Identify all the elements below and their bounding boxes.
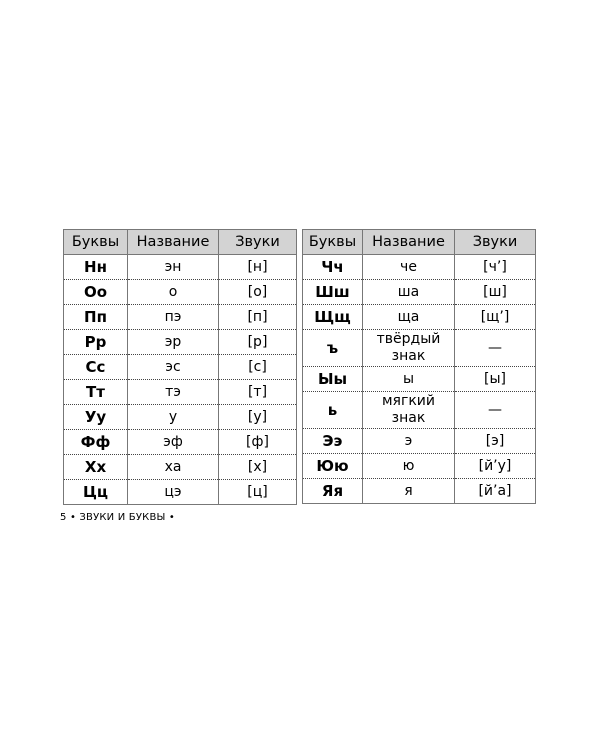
table-row — [64, 280, 297, 305]
letter-cell: Хх — [64, 455, 128, 480]
sound-cell: [о] — [219, 280, 297, 305]
table-row — [64, 405, 297, 430]
name-cell: мягкий знак — [363, 392, 455, 429]
page-number: 5 — [60, 512, 67, 523]
name-cell: ы — [363, 367, 455, 392]
name-cell: эф — [128, 430, 219, 455]
letter-cell: Яя — [303, 479, 363, 504]
table-row — [64, 430, 297, 455]
table-row — [64, 330, 297, 355]
letter-cell: Рр — [64, 330, 128, 355]
sound-cell: [ш] — [455, 280, 536, 305]
name-cell: пэ — [128, 305, 219, 330]
name-cell: о — [128, 280, 219, 305]
table-row — [64, 355, 297, 380]
letter-cell: ь — [303, 392, 363, 429]
sound-cell: [н] — [219, 255, 297, 280]
bullet-icon: • — [165, 512, 176, 523]
table-header-row — [303, 230, 536, 255]
header-name: Название — [363, 230, 455, 255]
letter-cell: Щщ — [303, 305, 363, 330]
sound-cell: [й’у] — [455, 454, 536, 479]
letter-cell: Сс — [64, 355, 128, 380]
letter-cell: Ээ — [303, 429, 363, 454]
table-row — [64, 455, 297, 480]
letter-cell: Цц — [64, 480, 128, 505]
name-cell: эс — [128, 355, 219, 380]
table-row — [64, 305, 297, 330]
table-row — [303, 392, 536, 429]
header-sounds: Звуки — [219, 230, 297, 255]
page-footer — [60, 512, 175, 523]
letter-cell: Чч — [303, 255, 363, 280]
table-row — [303, 367, 536, 392]
table-row — [303, 305, 536, 330]
letter-cell: Ыы — [303, 367, 363, 392]
letter-cell: Юю — [303, 454, 363, 479]
name-cell: твёрдый знак — [363, 330, 455, 367]
table-row — [303, 429, 536, 454]
name-cell: че — [363, 255, 455, 280]
sound-cell: [п] — [219, 305, 297, 330]
table-row — [64, 480, 297, 505]
sound-cell: [ц] — [219, 480, 297, 505]
name-cell: эн — [128, 255, 219, 280]
alphabet-table-left — [63, 229, 297, 505]
name-cell: цэ — [128, 480, 219, 505]
table-header-row — [64, 230, 297, 255]
name-cell: ша — [363, 280, 455, 305]
table-row — [303, 330, 536, 367]
sound-cell: [ч’] — [455, 255, 536, 280]
sound-cell: [э] — [455, 429, 536, 454]
name-cell: у — [128, 405, 219, 430]
sound-cell: [у] — [219, 405, 297, 430]
header-name: Название — [128, 230, 219, 255]
table-row — [303, 479, 536, 504]
table-row — [303, 255, 536, 280]
table-row — [303, 280, 536, 305]
sound-cell: [р] — [219, 330, 297, 355]
name-cell: э — [363, 429, 455, 454]
table-row — [64, 255, 297, 280]
letter-cell: Фф — [64, 430, 128, 455]
sound-cell: [х] — [219, 455, 297, 480]
name-cell: ю — [363, 454, 455, 479]
name-cell: эр — [128, 330, 219, 355]
header-sounds: Звуки — [455, 230, 536, 255]
alphabet-table-right — [302, 229, 536, 504]
sound-cell: — — [455, 330, 536, 367]
table-row — [303, 454, 536, 479]
sound-cell: [ы] — [455, 367, 536, 392]
header-letters: Буквы — [64, 230, 128, 255]
sound-cell: — — [455, 392, 536, 429]
section-title: ЗВУКИ И БУКВЫ — [79, 512, 166, 523]
name-cell: я — [363, 479, 455, 504]
sound-cell: [щ’] — [455, 305, 536, 330]
letter-cell: Шш — [303, 280, 363, 305]
name-cell: ха — [128, 455, 219, 480]
letter-cell: Пп — [64, 305, 128, 330]
letter-cell: Уу — [64, 405, 128, 430]
letter-cell: Нн — [64, 255, 128, 280]
bullet-icon: • — [66, 512, 80, 523]
letter-cell: ъ — [303, 330, 363, 367]
sound-cell: [т] — [219, 380, 297, 405]
sound-cell: [ф] — [219, 430, 297, 455]
sound-cell: [с] — [219, 355, 297, 380]
letter-cell: Тт — [64, 380, 128, 405]
header-letters: Буквы — [303, 230, 363, 255]
sound-cell: [й’а] — [455, 479, 536, 504]
letter-cell: Оо — [64, 280, 128, 305]
name-cell: ща — [363, 305, 455, 330]
table-row — [64, 380, 297, 405]
name-cell: тэ — [128, 380, 219, 405]
